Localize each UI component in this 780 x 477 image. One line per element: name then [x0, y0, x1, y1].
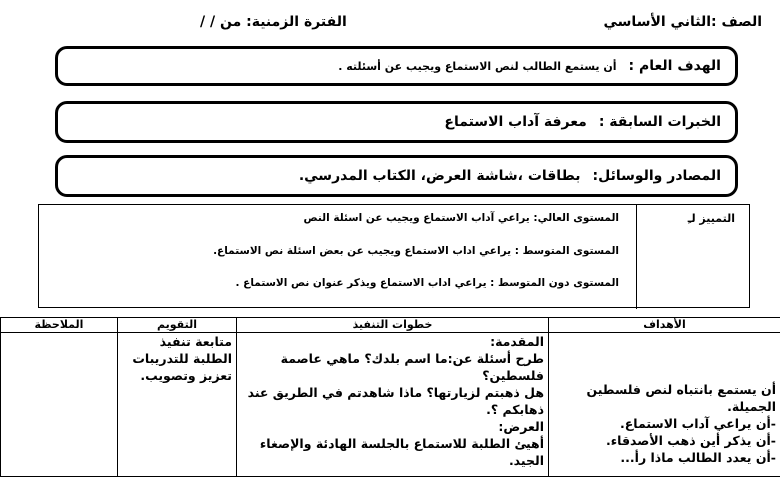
notes-cell [1, 333, 118, 477]
prior-knowledge-text: معرفة آداب الاستماع [444, 114, 586, 130]
header-notes: الملاحظة [1, 318, 118, 333]
goal-line: أن يستمع بانتباه لنص فلسطين الجميلة. [553, 381, 776, 415]
resources-label: المصادر والوسائل: [592, 168, 721, 184]
header-evaluation: التقويم [118, 318, 237, 333]
differentiation-divider [636, 205, 637, 309]
step-line: أهيئ الطلبة للاستماع بالجلسة الهادئة والإصغاء الجيد. [241, 435, 544, 469]
general-goal-box [55, 46, 738, 86]
table-header-row [1, 318, 780, 333]
evaluation-cell [118, 333, 237, 477]
level-medium: المستوى المتوسط : يراعي اداب الاستماع ويجيب عن بعض اسئلة نص الاستماع. [213, 245, 619, 257]
steps-cell [237, 333, 549, 477]
step-line: هل ذهبتم لزيارتها؟ ماذا شاهدتم في الطريق عند ذهابكم ؟. [241, 384, 544, 418]
evaluation-text: متابعة تنفيذ الطلبة للتدريبات تعزيز وتصويب. [122, 333, 232, 384]
resources-text: بطاقات ،شاشة العرض، الكتاب المدرسي. [299, 168, 581, 184]
goal-line: -أن يراعي آداب الاستماع. [553, 415, 776, 432]
differentiation-title: التمييز لـِ [688, 212, 735, 225]
table-row [1, 333, 780, 477]
grade-label: الصف :الثاني الأساسي [604, 14, 763, 30]
level-high: المستوى العالي: يراعي آداب الاستماع ويجيب عن اسئلة النص [304, 212, 619, 224]
step-line: العرض: [241, 418, 544, 435]
period-label: الفترة الزمنية: من / / [200, 14, 347, 30]
prior-knowledge-box [55, 101, 738, 143]
differentiation-box [38, 204, 750, 308]
step-line: طرح أسئلة عن:ما اسم بلدك؟ ماهي عاصمة فلسطين؟ [241, 350, 544, 384]
prior-knowledge-label: الخبرات السابقة : [599, 114, 721, 130]
resources-box [55, 155, 738, 197]
level-low: المستوى دون المتوسط : يراعي اداب الاستماع ويذكر عنوان نص الاستماع . [236, 277, 619, 289]
header [0, 12, 780, 36]
header-steps: خطوات التنفيذ [237, 318, 549, 333]
general-goal-text: أن يستمع الطالب لنص الاستماع ويجيب عن أسئلته . [338, 60, 616, 73]
general-goal-label: الهدف العام : [629, 58, 721, 74]
header-goals: الأهداف [549, 318, 780, 333]
goals-cell [549, 333, 780, 477]
lesson-plan-table [0, 317, 780, 477]
step-line: المقدمة: [241, 333, 544, 350]
goal-line: -أن يذكر أين ذهب الأصدقاء. [553, 432, 776, 449]
goal-line: -أن يعدد الطالب ماذا رأ... [553, 449, 776, 466]
